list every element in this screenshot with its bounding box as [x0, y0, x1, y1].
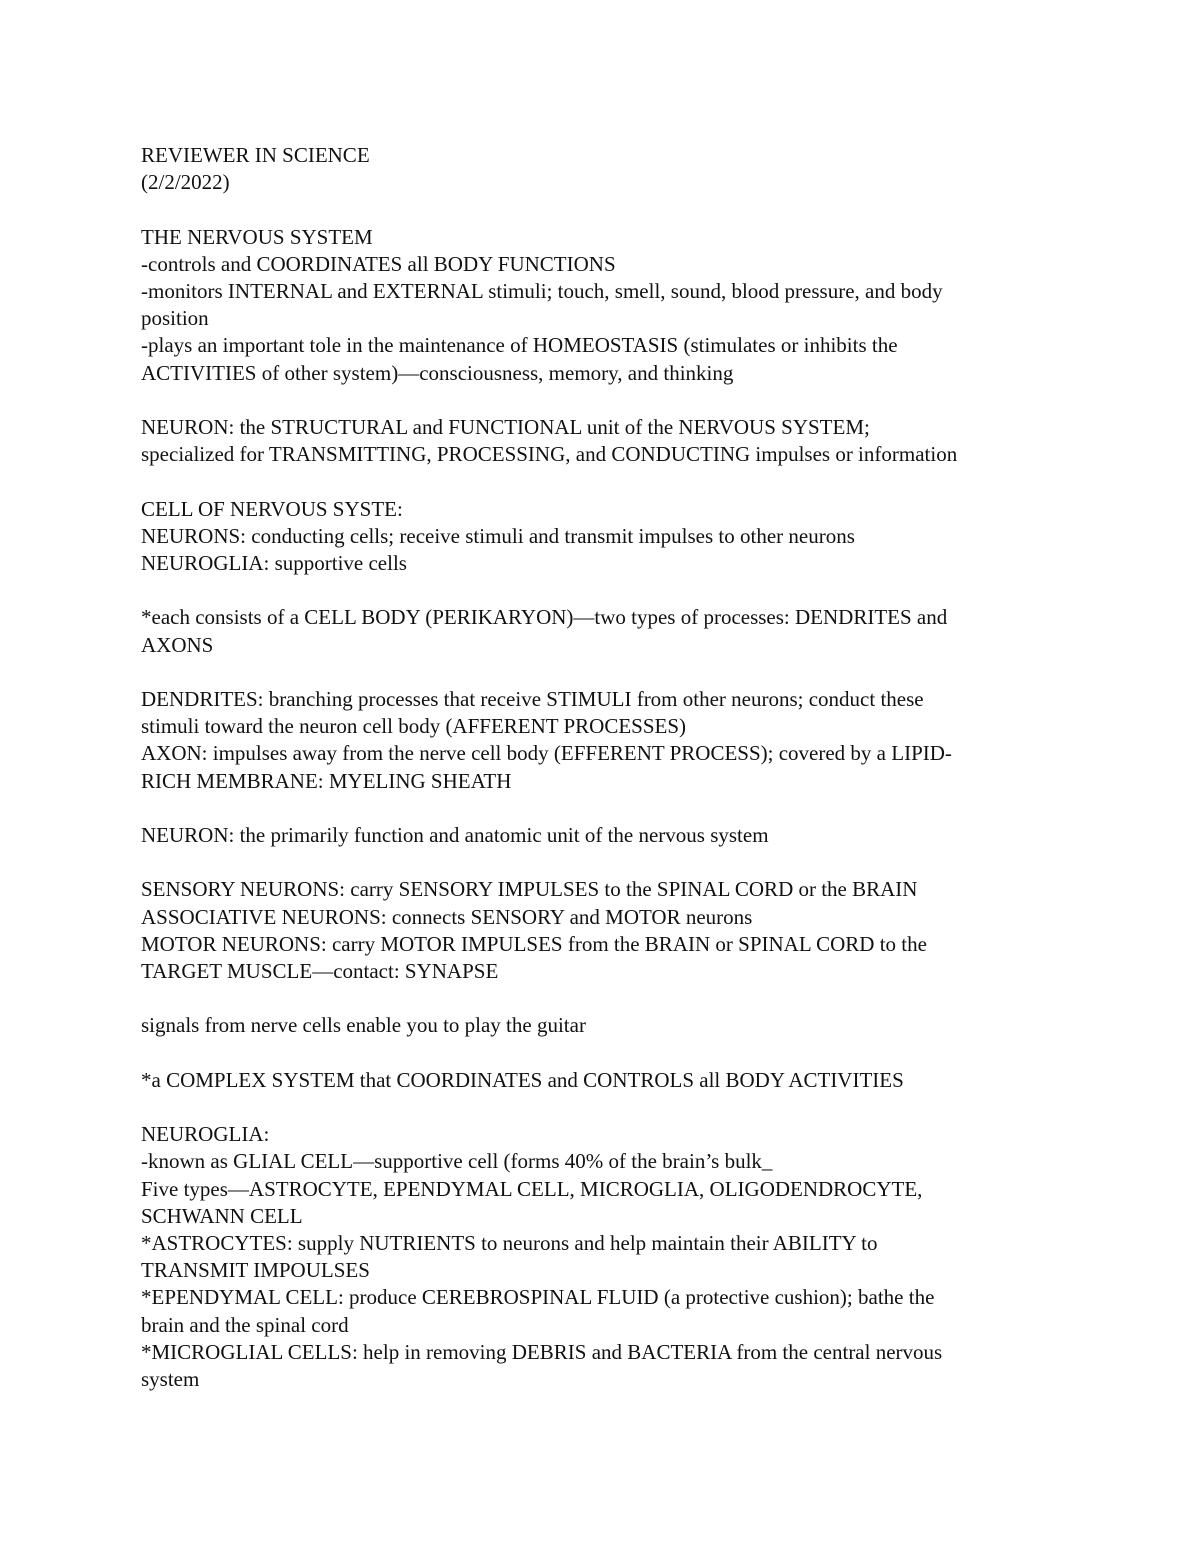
text-line: stimuli toward the neuron cell body (AFFERENT PROCESSES)	[141, 714, 687, 739]
paragraph	[141, 142, 1071, 196]
text-line: *MICROGLIAL CELLS: help in removing DEBRIS and BACTERIA from the central nervous	[141, 1339, 943, 1364]
text-line: MOTOR NEURONS: carry MOTOR IMPULSES from the BRAIN or SPINAL CORD to the	[141, 931, 927, 956]
paragraph	[141, 224, 1071, 387]
text-line: Five types—ASTROCYTE, EPENDYMAL CELL, MICROGLIA, OLIGODENDROCYTE,	[141, 1176, 923, 1201]
text-line: (2/2/2022)	[141, 170, 230, 195]
text-line: RICH MEMBRANE: MYELING SHEATH	[141, 768, 512, 793]
paragraph	[141, 1012, 1071, 1039]
text-line: -known as GLIAL CELL—supportive cell (forms 40% of the brain’s bulk_	[141, 1149, 773, 1174]
text-line: -plays an important tole in the maintenance of HOMEOSTASIS (stimulates or inhibits the	[141, 333, 898, 358]
paragraph	[141, 686, 1071, 795]
text-line: NEURON: the primarily function and anatomic unit of the nervous system	[141, 822, 769, 847]
paragraph	[141, 1121, 1071, 1393]
text-line: SENSORY NEURONS: carry SENSORY IMPULSES to the SPINAL CORD or the BRAIN	[141, 877, 918, 902]
text-line: NEURONS: conducting cells; receive stimuli and transmit impulses to other neurons	[141, 523, 855, 548]
paragraph	[141, 1067, 1071, 1094]
text-line: *EPENDYMAL CELL: produce CEREBROSPINAL FLUID (a protective cushion); bathe the	[141, 1285, 935, 1310]
text-line: AXON: impulses away from the nerve cell body (EFFERENT PROCESS); covered by a LIPID-	[141, 741, 952, 766]
text-line: *ASTROCYTES: supply NUTRIENTS to neurons and help maintain their ABILITY to	[141, 1230, 878, 1255]
text-line: *each consists of a CELL BODY (PERIKARYON)—two types of processes: DENDRITES and	[141, 605, 948, 630]
text-line: -controls and COORDINATES all BODY FUNCTIONS	[141, 251, 616, 276]
paragraph	[141, 876, 1071, 985]
text-line: NEURON: the STRUCTURAL and FUNCTIONAL unit of the NERVOUS SYSTEM;	[141, 415, 870, 439]
text-line: -monitors INTERNAL and EXTERNAL stimuli; touch, smell, sound, blood pressure, and body	[141, 279, 943, 303]
text-line: signals from nerve cells enable you to play the guitar	[141, 1013, 586, 1038]
document-page	[141, 142, 1071, 1420]
text-line: AXONS	[141, 632, 214, 657]
text-line: TRANSMIT IMPOULSES	[141, 1258, 370, 1283]
text-line: REVIEWER IN SCIENCE	[141, 143, 370, 167]
paragraph	[141, 496, 1071, 578]
text-line: ACTIVITIES of other system)—consciousness, memory, and thinking	[141, 360, 734, 385]
text-line: specialized for TRANSMITTING, PROCESSING, and CONDUCTING impulses or information	[141, 442, 958, 467]
text-line: SCHWANN CELL	[141, 1203, 303, 1228]
text-line: NEUROGLIA:	[141, 1122, 270, 1147]
text-line: position	[141, 306, 209, 331]
paragraph	[141, 604, 1071, 658]
paragraph	[141, 414, 1071, 468]
text-line: NEUROGLIA: supportive cells	[141, 551, 407, 575]
text-line: *a COMPLEX SYSTEM that COORDINATES and CONTROLS all BODY ACTIVITIES	[141, 1067, 904, 1092]
text-line: CELL OF NERVOUS SYSTE:	[141, 496, 403, 521]
text-line: system	[141, 1366, 200, 1391]
text-line: THE NERVOUS SYSTEM	[141, 224, 373, 249]
paragraph	[141, 822, 1071, 849]
text-line: ASSOCIATIVE NEURONS: connects SENSORY and MOTOR neurons	[141, 904, 753, 929]
text-line: TARGET MUSCLE—contact: SYNAPSE	[141, 958, 499, 983]
text-line: DENDRITES: branching processes that receive STIMULI from other neurons; conduct these	[141, 686, 924, 711]
text-line: brain and the spinal cord	[141, 1312, 349, 1337]
